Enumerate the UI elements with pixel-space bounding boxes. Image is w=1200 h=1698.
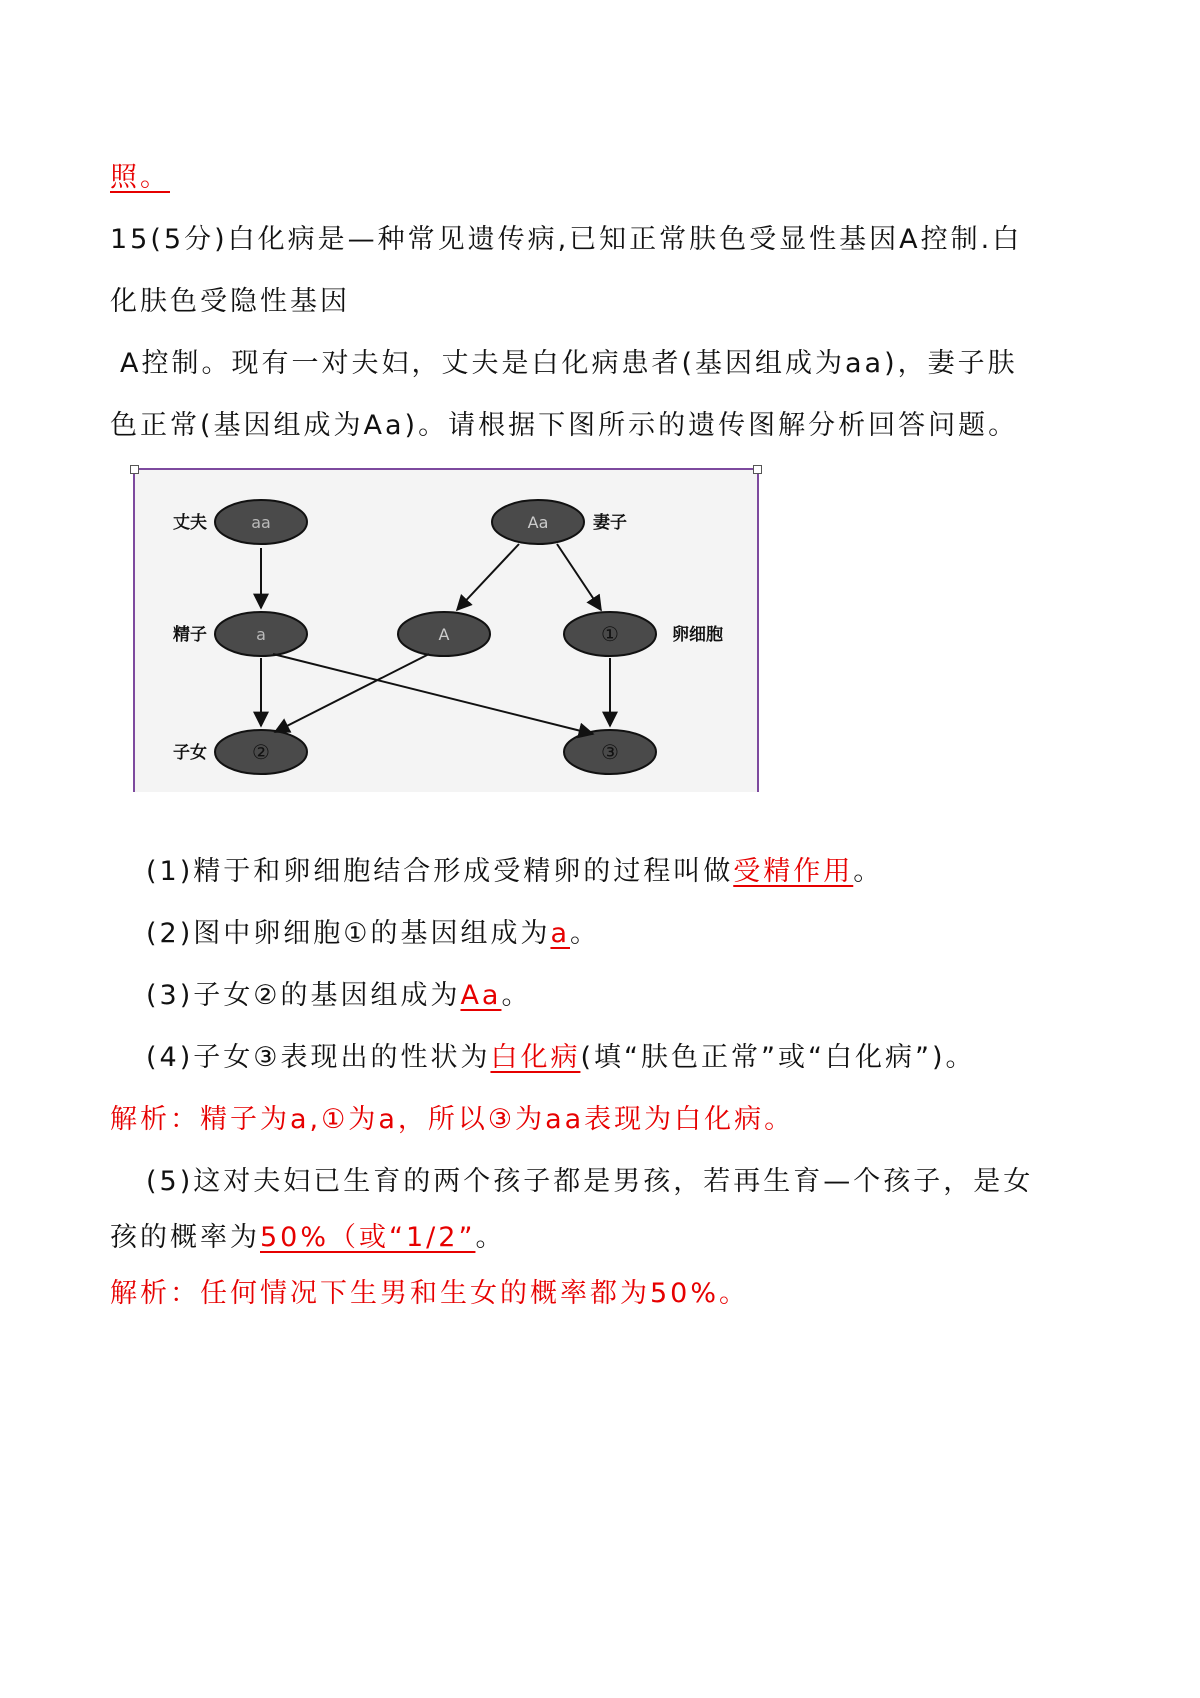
label-children: 子女: [173, 743, 207, 763]
question-4-end: (填“肤色正常”或“白化病”)。: [580, 1042, 976, 1073]
question-15-intro-line4: 色正常(基因组成为Aa)。请根据下图所示的遗传图解分析回答问题。: [110, 410, 1019, 441]
question-2-text: (2)图中卵细胞①的基因组成为: [146, 918, 551, 949]
inheritance-diagram: [133, 468, 759, 792]
question-5-text: 孩的概率为: [110, 1222, 260, 1253]
answer-1: 受精作用: [733, 856, 854, 887]
node-child-2-text: ②: [252, 740, 270, 764]
node-sperm-text: a: [256, 625, 266, 644]
label-sperm: 精子: [173, 625, 207, 645]
arrow-sperm-child-3: [273, 654, 593, 734]
question-15-intro-line1: 15(5分)白化病是—种常见遗传病,已知正常肤色受显性基因A控制.白: [110, 224, 1023, 255]
question-5-line1: (5)这对夫妇已生育的两个孩子都是男孩，若再生育—个孩子，是女: [146, 1166, 1034, 1197]
question-1-text: (1)精于和卵细胞结合形成受精卵的过程叫做: [146, 856, 734, 887]
question-4: [146, 1040, 975, 1076]
question-3-text: (3)子女②的基因组成为: [146, 980, 461, 1011]
node-egg-1-text: ①: [601, 622, 619, 646]
node-egg-A-text: A: [438, 625, 450, 644]
question-15-intro-line3: A控制。现有一对夫妇，丈夫是白化病患者(基因组成为aa)，妻子肤: [120, 348, 1018, 379]
question-2: [146, 916, 600, 952]
label-husband: 丈夫: [173, 513, 207, 533]
answer-4: 白化病: [490, 1042, 581, 1073]
diagram-svg: [135, 470, 757, 792]
label-wife: 妻子: [593, 513, 627, 533]
question-1-end: 。: [853, 856, 884, 887]
label-egg: 卵细胞: [672, 625, 723, 645]
arrow-wife-egg-A: [457, 544, 519, 610]
question-3-end: 。: [501, 980, 532, 1011]
question-5-line2: [110, 1220, 505, 1256]
question-3: [146, 978, 531, 1014]
analysis-2: 解析：任何情况下生男和生女的概率都为50%。: [110, 1278, 750, 1309]
question-15-intro-line2: 化肤色受隐性基因: [110, 286, 350, 317]
node-husband-text: aa: [251, 513, 271, 532]
question-2-end: 。: [570, 918, 600, 949]
question-1: [146, 854, 883, 890]
answer-2: a: [550, 918, 570, 949]
answer-3: Aa: [460, 980, 502, 1011]
question-5-end: 。: [475, 1222, 506, 1253]
node-child-3-text: ③: [601, 740, 619, 764]
continued-text: [110, 160, 170, 196]
answer-5: 50%（或“1/2”: [260, 1222, 476, 1253]
node-wife-text: Aa: [527, 513, 549, 532]
arrow-egg-A-child-2: [275, 654, 429, 732]
analysis-1: 解析：精子为a,①为a，所以③为aa表现为白化病。: [110, 1104, 795, 1135]
question-4-text: (4)子女③表现出的性状为: [146, 1042, 491, 1073]
answer-continued: 照。: [110, 162, 170, 193]
arrow-wife-egg-1: [557, 544, 601, 610]
